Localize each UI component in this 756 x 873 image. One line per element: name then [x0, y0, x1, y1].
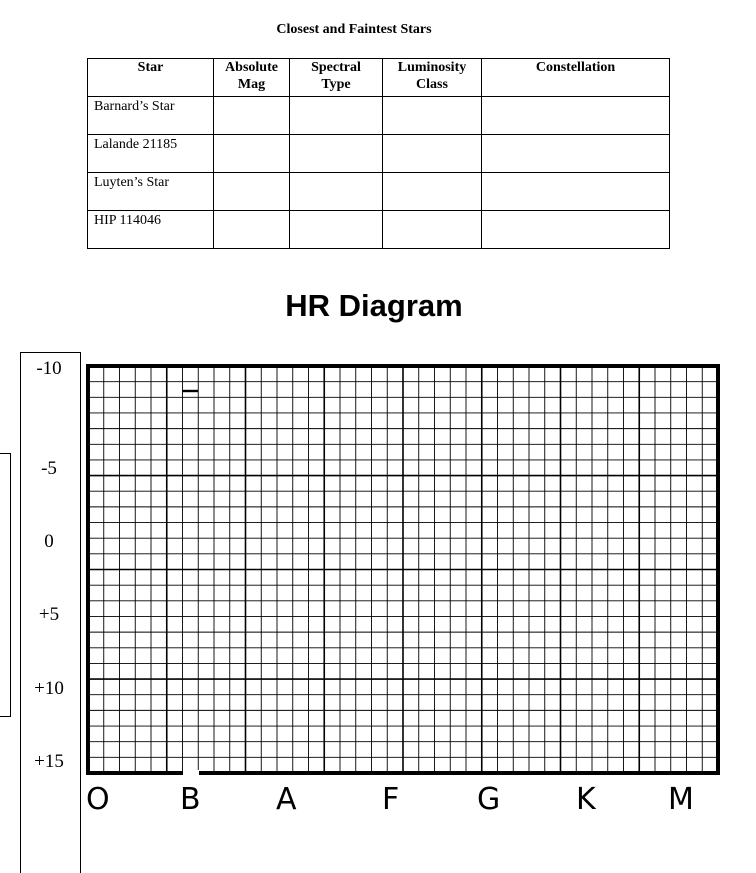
header-star: Star — [88, 59, 214, 97]
border-gap — [183, 770, 199, 777]
star-name: Barnard’s Star — [88, 97, 214, 135]
diagram-title: HR Diagram — [285, 288, 463, 323]
y-label-0: 0 — [44, 531, 54, 552]
luminosity-class-cell[interactable] — [383, 211, 482, 249]
absolute-mag-cell[interactable] — [214, 97, 290, 135]
y-label-minus-5: -5 — [41, 458, 57, 479]
constellation-cell[interactable] — [482, 173, 670, 211]
hr-diagram-grid[interactable] — [85, 363, 721, 779]
x-label-a: A — [276, 782, 297, 817]
x-label-b: B — [180, 782, 201, 817]
x-label-o: O — [86, 782, 110, 817]
table-row — [88, 173, 670, 211]
table-row — [88, 97, 670, 135]
luminosity-class-cell[interactable] — [383, 173, 482, 211]
absolute-mag-cell[interactable] — [214, 173, 290, 211]
y-label-plus-5: +5 — [38, 604, 60, 625]
left-margin-box — [0, 453, 11, 717]
constellation-cell[interactable] — [482, 135, 670, 173]
x-label-f: F — [382, 782, 400, 817]
header-luminosity-class: Luminosity Class — [383, 59, 482, 97]
table-title: Closest and Faintest Stars — [276, 22, 432, 37]
star-name: Luyten’s Star — [88, 173, 214, 211]
absolute-mag-cell[interactable] — [214, 211, 290, 249]
spectral-type-cell[interactable] — [290, 211, 383, 249]
star-name: Lalande 21185 — [88, 135, 214, 173]
x-label-g: G — [477, 782, 501, 817]
luminosity-class-cell[interactable] — [383, 135, 482, 173]
table-row — [88, 135, 670, 173]
x-label-m: M — [668, 782, 694, 817]
x-label-k: K — [576, 782, 596, 817]
stars-table — [87, 58, 670, 249]
y-label-plus-15: +15 — [34, 751, 64, 772]
spectral-type-cell[interactable] — [290, 173, 383, 211]
table-row — [88, 211, 670, 249]
absolute-mag-cell[interactable] — [214, 135, 290, 173]
table-header-row — [88, 59, 670, 97]
luminosity-class-cell[interactable] — [383, 97, 482, 135]
spectral-type-cell[interactable] — [290, 135, 383, 173]
star-name: HIP 114046 — [88, 211, 214, 249]
header-constellation: Constellation — [482, 59, 670, 97]
header-spectral-type: Spectral Type — [290, 59, 383, 97]
y-label-plus-10: +10 — [34, 678, 64, 699]
header-absolute-mag: Absolute Mag — [214, 59, 290, 97]
spectral-type-cell[interactable] — [290, 97, 383, 135]
y-label-minus-10: -10 — [36, 358, 62, 379]
constellation-cell[interactable] — [482, 97, 670, 135]
constellation-cell[interactable] — [482, 211, 670, 249]
